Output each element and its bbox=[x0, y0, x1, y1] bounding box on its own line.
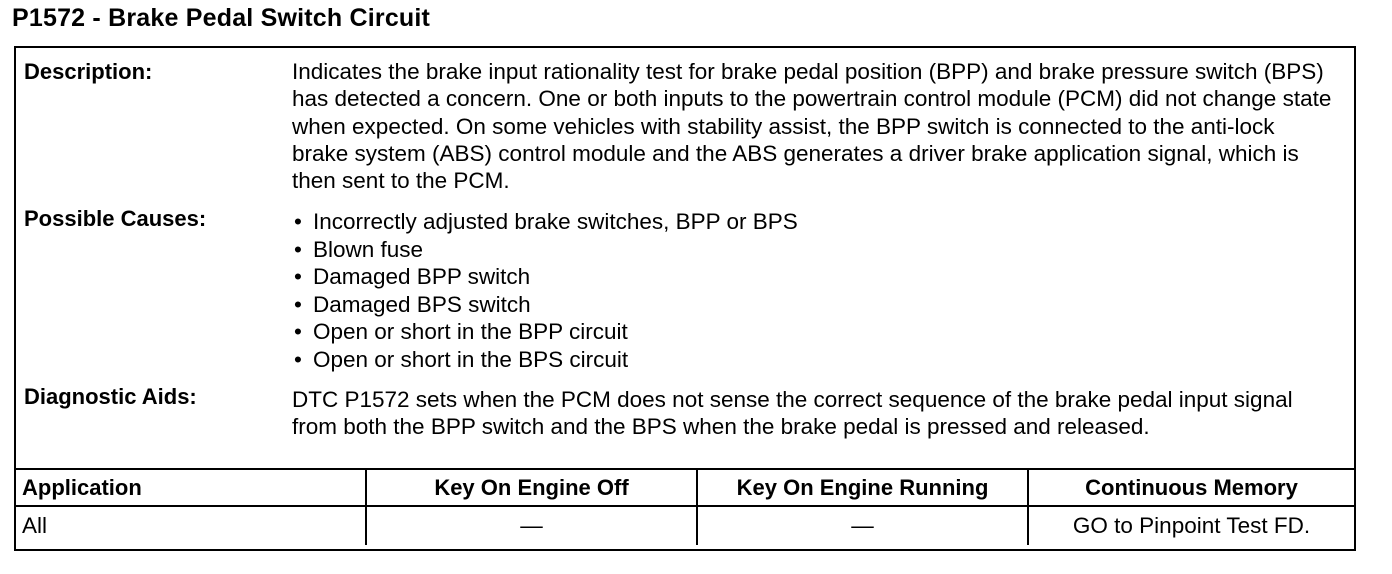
list-item bbox=[292, 346, 1336, 374]
description-text: Indicates the brake input rationality test for brake pedal position (BPP) and brake pressure switch (BPS) has detected a concern. One or both inputs to the powertrain control module (PCM) did not change state when expected. On some vehicles with stability assist, the BPP switch is connected to the anti-lock brake system (ABS) control module and the ABS generates a driver brake application signal, which is then sent to the PCM. bbox=[292, 59, 1332, 194]
possible-causes-label: Possible Causes: bbox=[24, 206, 207, 231]
bullet-icon: • bbox=[294, 346, 302, 372]
possible-causes-list bbox=[292, 208, 1336, 374]
cause-text: Damaged BPP switch bbox=[313, 264, 531, 290]
list-item bbox=[292, 236, 1336, 264]
cause-text: Damaged BPS switch bbox=[313, 291, 531, 317]
list-item bbox=[292, 291, 1336, 319]
list-item bbox=[292, 208, 1336, 236]
cell-continuous-memory: GO to Pinpoint Test FD. bbox=[1028, 506, 1354, 545]
cause-text: Blown fuse bbox=[313, 236, 424, 262]
diagnostic-aids-text: DTC P1572 sets when the PCM does not sense the correct sequence of the brake pedal input signal from both the BPP switch and the BPS when the brake pedal is pressed and released. bbox=[292, 387, 1293, 440]
list-item bbox=[292, 263, 1336, 291]
cell-key-on-engine-off: — bbox=[366, 506, 697, 545]
bullet-icon: • bbox=[294, 319, 302, 345]
header-key-on-engine-running: Key On Engine Running bbox=[697, 469, 1028, 506]
description-label: Description: bbox=[24, 59, 153, 84]
page-title: P1572 - Brake Pedal Switch Circuit bbox=[12, 4, 431, 32]
cause-text: Open or short in the BPP circuit bbox=[313, 319, 628, 345]
diagnostic-aids-label: Diagnostic Aids: bbox=[24, 384, 197, 409]
header-continuous-memory: Continuous Memory bbox=[1028, 469, 1354, 506]
bullet-icon: • bbox=[294, 291, 302, 317]
table-header-row bbox=[16, 469, 1354, 506]
bullet-icon: • bbox=[294, 264, 302, 290]
cell-application: All bbox=[16, 506, 366, 545]
application-table bbox=[16, 468, 1354, 545]
possible-causes-content bbox=[292, 208, 1336, 374]
header-key-on-engine-off: Key On Engine Off bbox=[366, 469, 697, 506]
bullet-icon: • bbox=[294, 209, 302, 234]
table-row bbox=[16, 506, 1354, 545]
header-application: Application bbox=[16, 469, 366, 506]
cause-text: Open or short in the BPS circuit bbox=[313, 346, 629, 372]
cell-key-on-engine-running: — bbox=[697, 506, 1028, 545]
bullet-icon: • bbox=[294, 236, 302, 262]
list-item bbox=[292, 318, 1336, 346]
cause-text: Incorrectly adjusted brake switches, BPP or BPS bbox=[313, 209, 798, 234]
dtc-info-frame bbox=[14, 46, 1356, 551]
